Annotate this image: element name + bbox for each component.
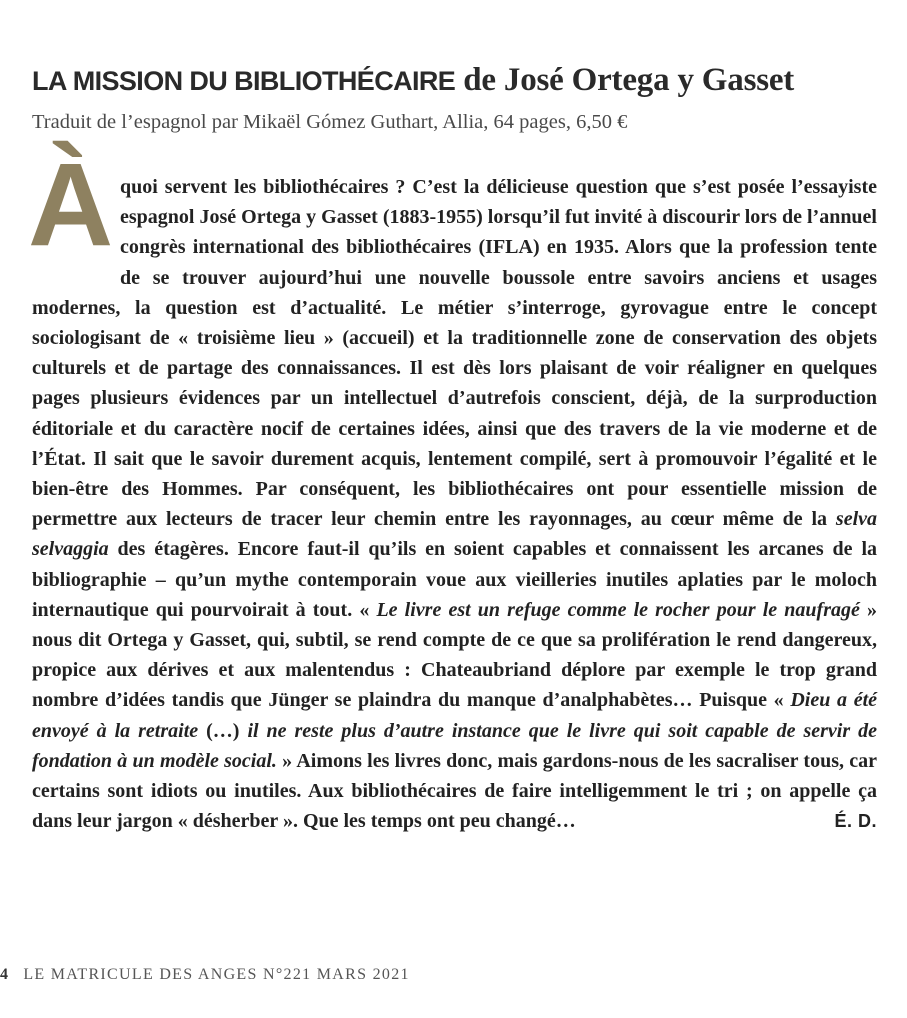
article-title [32, 56, 794, 104]
body-text: » nous dit Ortega y Gasset, qui, subtil, se rend compte de ce que sa prolifération le rend dangereux, propice aux dérives et aux malentendus : Chateaubriand déplore par exemple le trop grand nombre d’idées tandis que Jünger se plaindra du manque d’analphabètes… Puisque « [32, 598, 877, 712]
author-signature: É. D. [834, 811, 877, 832]
body-text: » Aimons les livres donc, mais gardons-nous de les sacraliser tous, car certains sont idiots ou inutiles. Aux bibliothécaires de faire intelligemment le tri ; on appelle ça dans leur jargon « désherber ». Que les temps ont peu changé… [32, 749, 877, 833]
article-subtitle: Traduit de l’espagnol par Mikaël Gómez Guthart, Allia, 64 pages, 6,50 € [32, 111, 628, 133]
title-book-name: LA MISSION DU BIBLIOTHÉCAIRE [32, 66, 456, 96]
body-quote: Dieu a été envoyé à la retraite [32, 689, 878, 742]
publication-name: LE MATRICULE DES ANGES N°221 MARS 2021 [23, 966, 410, 983]
page-footer [0, 966, 410, 984]
body-quote: Le livre est un refuge comme le rocher pour le naufragé [376, 598, 860, 621]
drop-cap [28, 139, 114, 271]
body-text: (…) [198, 719, 248, 742]
page-number: 4 [0, 966, 10, 983]
title-author: de José Ortega y Gasset [455, 62, 795, 98]
drop-cap-letter: À [28, 139, 114, 271]
body-text: quoi servent les bibliothécaires ? C’est la délicieuse question que s’est posée l’essayiste espagnol José Ortega y Gasset (1883-1955) lorsqu’il fut invité à discourir lors de l’annuel congrès international des bibliothécaires (IFLA) en 1935. Alors que la profession tente de se trouver aujourd’hui une nouvelle boussole entre savoirs anciens et usages modernes, la question est d’actualité. Le métier s’interroge, gyrovague entre le concept sociologisant de « troisième lieu » (accueil) et la traditionnelle zone de conservation des objets culturels et de partage des connaissances. Il est dès lors plaisant de voir réaligner en quelques pages plusieurs évidences par un intellectuel d’autrefois conscient, déjà, de la surproduction éditoriale et du caractère nocif de certaines idées, ainsi que des travers de la vie moderne et de l’État. Il sait que le savoir durement acquis, lentement compilé, sert à promouvoir l’égalité et le bien-être des Hommes. Par conséquent, les bibliothécaires ont pour essentielle mission de permettre aux lecteurs de tracer leur chemin entre les rayonnages, au cœur même de la [32, 176, 877, 531]
body-quote: il ne reste plus d’autre instance que le livre qui soit capable de servir de fondation à un modèle social. [32, 719, 877, 772]
article-body [28, 139, 878, 836]
body-text: des étagères. Encore faut-il qu’ils en soient capables et connaissent les arcanes de la bibliographie – qu’un mythe contemporain voue aux vieilleries inutiles aplaties par le moloch internautique qui pourvoirait à tout. « [32, 538, 877, 621]
body-italic: selva selvaggia [32, 508, 877, 561]
